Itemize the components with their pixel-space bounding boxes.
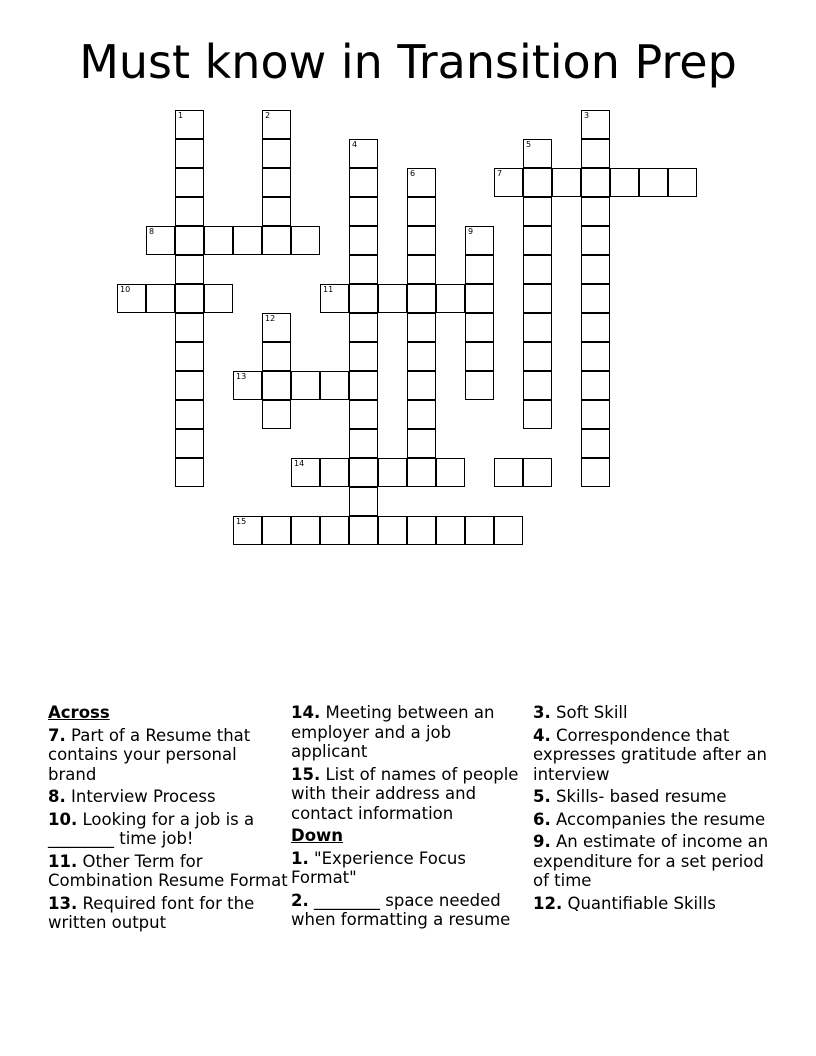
grid-cell[interactable] <box>494 458 523 487</box>
clue-number: 1 <box>178 111 184 120</box>
clue-number: 11 <box>323 285 334 294</box>
clue <box>533 832 778 891</box>
grid-cell[interactable] <box>175 313 204 342</box>
clue-number: 10 <box>120 285 131 294</box>
grid-cell[interactable] <box>523 458 552 487</box>
clue-text: ________ space needed when formatting a resume <box>291 890 511 929</box>
grid-cell[interactable] <box>465 313 494 342</box>
clue-number: 9 <box>468 227 474 236</box>
grid-cell[interactable] <box>291 371 320 400</box>
clue-number: 3 <box>584 111 590 120</box>
clue <box>48 894 288 933</box>
grid-cell[interactable] <box>291 458 320 487</box>
grid-cell[interactable] <box>262 516 291 545</box>
grid-cell[interactable] <box>349 516 378 545</box>
clue-text: Skills- based resume <box>556 787 727 806</box>
grid-cell[interactable] <box>436 458 465 487</box>
grid-cell[interactable] <box>378 458 407 487</box>
grid-cell[interactable] <box>175 139 204 168</box>
clue-number-label: 9. <box>533 832 551 851</box>
grid-cell[interactable] <box>523 255 552 284</box>
grid-cell[interactable] <box>320 458 349 487</box>
grid-cell[interactable] <box>262 139 291 168</box>
grid-cell[interactable] <box>407 284 436 313</box>
grid-cell[interactable] <box>175 197 204 226</box>
grid-cell[interactable] <box>465 371 494 400</box>
grid-cell[interactable] <box>523 284 552 313</box>
grid-cell[interactable] <box>262 197 291 226</box>
clue-text: Correspondence that expresses gratitude after an interview <box>533 725 767 784</box>
clue <box>291 703 531 762</box>
clue-number: 7 <box>497 169 503 178</box>
clue-number-label: 10. <box>48 809 78 829</box>
grid-cell[interactable] <box>175 168 204 197</box>
grid-cell[interactable] <box>610 168 639 197</box>
grid-cell[interactable] <box>349 371 378 400</box>
clue <box>533 810 778 830</box>
grid-cell[interactable] <box>233 516 262 545</box>
clue-text: Accompanies the resume <box>556 809 766 829</box>
grid-cell[interactable] <box>175 226 204 255</box>
grid-cell[interactable] <box>146 226 175 255</box>
clue-number: 14 <box>294 459 305 468</box>
grid-cell[interactable] <box>494 516 523 545</box>
clue-number-label: 5. <box>533 787 551 806</box>
grid-cell[interactable] <box>581 342 610 371</box>
clue-text: Required font for the written output <box>48 893 255 932</box>
grid-cell[interactable] <box>349 255 378 284</box>
grid-cell[interactable] <box>262 313 291 342</box>
grid-cell[interactable] <box>407 226 436 255</box>
clue-text: Other Term for Combination Resume Format <box>48 851 288 890</box>
clue-column-2 <box>291 703 531 933</box>
grid-cell[interactable] <box>465 255 494 284</box>
page-title: Must know in Transition Prep <box>79 35 737 89</box>
grid-cell[interactable] <box>175 371 204 400</box>
clue <box>291 891 531 930</box>
grid-cell[interactable] <box>465 342 494 371</box>
clue <box>291 765 531 824</box>
clue-number-label: 13. <box>48 893 78 913</box>
grid-cell[interactable] <box>407 168 436 197</box>
clue-text: Meeting between an employer and a job applicant <box>291 703 495 761</box>
grid-cell[interactable] <box>349 429 378 458</box>
clue-number: 15 <box>236 517 247 526</box>
clue-text: Part of a Resume that contains your personal brand <box>48 725 251 784</box>
clue <box>48 852 288 891</box>
clue <box>533 894 778 914</box>
clue <box>48 726 288 785</box>
clue-text: An estimate of income an expenditure for a set period of time <box>533 832 769 890</box>
grid-cell[interactable] <box>407 255 436 284</box>
grid-cell[interactable] <box>465 516 494 545</box>
clue-number: 8 <box>149 227 155 236</box>
grid-cell[interactable] <box>581 371 610 400</box>
grid-cell[interactable] <box>378 516 407 545</box>
across-heading: Across <box>48 703 110 722</box>
grid-cell[interactable] <box>320 516 349 545</box>
grid-cell[interactable] <box>175 429 204 458</box>
clue-number: 6 <box>410 169 416 178</box>
grid-cell[interactable] <box>581 110 610 139</box>
clue-number-label: 4. <box>533 725 551 745</box>
grid-cell[interactable] <box>175 458 204 487</box>
grid-cell[interactable] <box>465 284 494 313</box>
grid-cell[interactable] <box>523 342 552 371</box>
clue-text: "Experience Focus Format" <box>291 848 466 887</box>
grid-cell[interactable] <box>349 139 378 168</box>
grid-cell[interactable] <box>581 168 610 197</box>
grid-cell[interactable] <box>291 516 320 545</box>
grid-cell[interactable] <box>262 110 291 139</box>
grid-cell[interactable] <box>175 110 204 139</box>
grid-cell[interactable] <box>581 226 610 255</box>
grid-cell[interactable] <box>581 197 610 226</box>
grid-cell[interactable] <box>407 400 436 429</box>
grid-cell[interactable] <box>523 139 552 168</box>
grid-cell[interactable] <box>465 226 494 255</box>
across-clues-part-1 <box>48 726 288 933</box>
clue-number-label: 11. <box>48 851 78 871</box>
clue-number: 4 <box>352 140 358 149</box>
grid-cell[interactable] <box>407 313 436 342</box>
grid-cell[interactable] <box>436 284 465 313</box>
clue-text: Quantifiable Skills <box>567 893 716 913</box>
grid-cell[interactable] <box>523 226 552 255</box>
grid-cell[interactable] <box>175 342 204 371</box>
grid-cell[interactable] <box>204 284 233 313</box>
grid-cell[interactable] <box>378 284 407 313</box>
clue-number: 5 <box>526 140 532 149</box>
clue-column-3 <box>533 703 778 916</box>
grid-cell[interactable] <box>262 371 291 400</box>
grid-cell[interactable] <box>581 284 610 313</box>
grid-cell[interactable] <box>494 168 523 197</box>
clue-number: 2 <box>265 111 271 120</box>
grid-cell[interactable] <box>407 458 436 487</box>
clue-number-label: 7. <box>48 725 66 745</box>
grid-cell[interactable] <box>291 226 320 255</box>
clue-column-1 <box>48 703 288 936</box>
grid-cell[interactable] <box>581 400 610 429</box>
grid-cell[interactable] <box>175 400 204 429</box>
grid-cell[interactable] <box>581 429 610 458</box>
clue-number-label: 15. <box>291 764 321 784</box>
grid-cell[interactable] <box>204 226 233 255</box>
clue-number-label: 1. <box>291 848 309 868</box>
clue <box>533 726 778 785</box>
clue-number-label: 2. <box>291 890 309 910</box>
clue-number: 13 <box>236 372 247 381</box>
grid-cell[interactable] <box>175 255 204 284</box>
grid-cell[interactable] <box>668 168 697 197</box>
grid-cell[interactable] <box>523 197 552 226</box>
grid-cell[interactable] <box>349 342 378 371</box>
grid-cell[interactable] <box>233 371 262 400</box>
clue-text: Looking for a job is a ________ time job! <box>48 809 255 848</box>
grid-cell[interactable] <box>349 400 378 429</box>
clue-list <box>48 703 778 963</box>
clue-number-label: 14. <box>291 703 321 722</box>
clue-number-label: 3. <box>533 703 551 722</box>
clue-number-label: 8. <box>48 787 66 806</box>
grid-cell[interactable] <box>407 429 436 458</box>
clue <box>533 703 778 723</box>
grid-cell[interactable] <box>262 342 291 371</box>
clue <box>48 810 288 849</box>
clue-number: 12 <box>265 314 276 323</box>
grid-cell[interactable] <box>407 342 436 371</box>
grid-cell[interactable] <box>262 226 291 255</box>
down-clues-part-2 <box>533 703 778 913</box>
grid-cell[interactable] <box>407 371 436 400</box>
grid-cell[interactable] <box>320 371 349 400</box>
grid-cell[interactable] <box>349 458 378 487</box>
grid-cell[interactable] <box>581 458 610 487</box>
grid-cell[interactable] <box>233 226 262 255</box>
clue-text: Interview Process <box>71 787 216 806</box>
grid-cell[interactable] <box>436 516 465 545</box>
grid-cell[interactable] <box>349 168 378 197</box>
grid-cell[interactable] <box>349 197 378 226</box>
clue-text: List of names of people with their address and contact information <box>291 764 519 823</box>
grid-cell[interactable] <box>262 400 291 429</box>
grid-cell[interactable] <box>146 284 175 313</box>
grid-cell[interactable] <box>175 284 204 313</box>
grid-cell[interactable] <box>320 284 349 313</box>
clue-number-label: 12. <box>533 893 563 913</box>
grid-cell[interactable] <box>523 400 552 429</box>
grid-cell[interactable] <box>552 168 581 197</box>
grid-cell[interactable] <box>407 197 436 226</box>
grid-cell[interactable] <box>581 139 610 168</box>
grid-cell[interactable] <box>117 284 146 313</box>
across-clues-part-2 <box>291 703 531 823</box>
clue-text: Soft Skill <box>556 703 628 722</box>
grid-cell[interactable] <box>639 168 668 197</box>
grid-cell[interactable] <box>349 226 378 255</box>
clue <box>291 849 531 888</box>
grid-cell[interactable] <box>523 313 552 342</box>
grid-cell[interactable] <box>349 284 378 313</box>
down-heading: Down <box>291 826 344 845</box>
grid-cell[interactable] <box>581 313 610 342</box>
clue-number-label: 6. <box>533 809 551 829</box>
grid-cell[interactable] <box>407 516 436 545</box>
down-clues-part-1 <box>291 849 531 930</box>
grid-cell[interactable] <box>523 371 552 400</box>
clue <box>48 787 288 807</box>
grid-cell[interactable] <box>523 168 552 197</box>
clue <box>533 787 778 807</box>
grid-cell[interactable] <box>581 255 610 284</box>
grid-cell[interactable] <box>349 487 378 516</box>
grid-cell[interactable] <box>262 168 291 197</box>
grid-cell[interactable] <box>349 313 378 342</box>
